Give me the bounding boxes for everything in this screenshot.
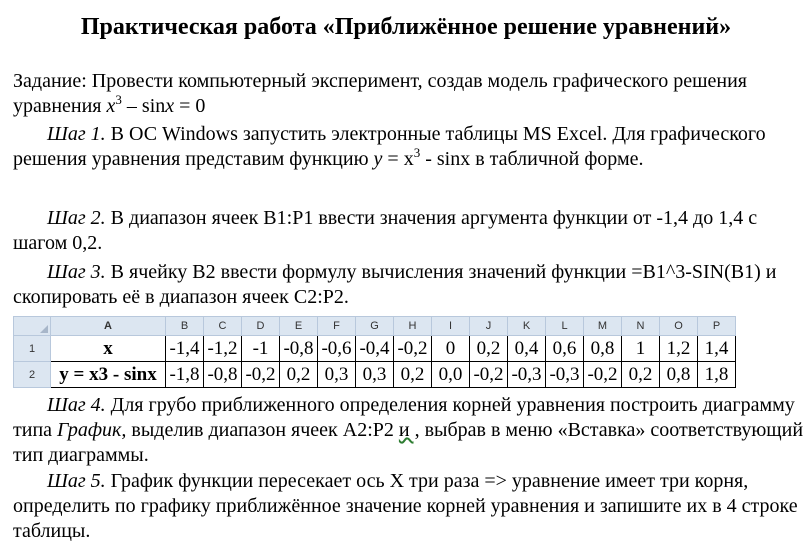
value-cell[interactable]: -0,3 <box>546 362 584 388</box>
select-all-corner[interactable] <box>14 317 51 336</box>
task-var-x2: x <box>165 95 175 117</box>
task-paragraph <box>13 69 808 119</box>
column-header-a[interactable]: A <box>51 317 166 336</box>
task-var-x: x <box>106 95 116 117</box>
column-header-e[interactable]: E <box>280 317 318 336</box>
value-cell[interactable]: -0,2 <box>394 336 432 362</box>
step2-paragraph <box>13 206 808 256</box>
step4-text-range: выделив диапазон ячеек А2:Р2 <box>126 419 399 441</box>
task-exponent: 3 <box>115 92 122 107</box>
step4-text-end: выбрав в меню «Вставка» соответствующий тип диаграммы. <box>13 419 804 466</box>
value-cell[interactable]: -1,8 <box>166 362 204 388</box>
value-cell[interactable]: -0,6 <box>318 336 356 362</box>
table-row <box>14 362 736 388</box>
task-text-eq: = 0 <box>174 95 206 117</box>
step3-label: Шаг 3. <box>47 261 106 283</box>
column-header-b[interactable]: B <box>166 317 204 336</box>
value-cell[interactable]: 1,4 <box>698 336 736 362</box>
value-cell[interactable]: 0,8 <box>584 336 622 362</box>
task-text-sin: – sin <box>121 95 166 117</box>
value-cell[interactable]: -0,2 <box>242 362 280 388</box>
column-header-k[interactable]: K <box>508 317 546 336</box>
step4-label: Шаг 4. <box>47 394 106 416</box>
value-cell[interactable]: 0,6 <box>546 336 584 362</box>
column-header-o[interactable]: O <box>660 317 698 336</box>
step1-text-end: - sinx в табличной форме. <box>420 148 644 170</box>
step2-text: В диапазон ячеек B1:P1 ввести значения аргумента функции от -1,4 до 1,4 с шагом 0,2. <box>13 207 758 254</box>
column-header-g[interactable]: G <box>356 317 394 336</box>
value-cell[interactable]: 1,2 <box>660 336 698 362</box>
value-cell[interactable]: 1 <box>622 336 660 362</box>
value-cell[interactable]: 0,0 <box>432 362 470 388</box>
value-cell[interactable]: 0,8 <box>660 362 698 388</box>
value-cell[interactable]: -1,2 <box>204 336 242 362</box>
column-header-m[interactable]: M <box>584 317 622 336</box>
task-label: Задание: <box>13 70 87 92</box>
column-header-i[interactable]: I <box>432 317 470 336</box>
step3-paragraph <box>13 260 808 310</box>
column-header-row <box>14 317 736 336</box>
row-label-cell[interactable]: y = x3 - sinx <box>51 362 166 388</box>
row-label-cell[interactable]: x <box>51 336 166 362</box>
column-header-l[interactable]: L <box>546 317 584 336</box>
value-cell[interactable]: -0,3 <box>508 362 546 388</box>
value-cell[interactable]: -0,2 <box>584 362 622 388</box>
page-title: Практическая работа «Приближённое решение уравнений» <box>80 14 732 40</box>
column-header-n[interactable]: N <box>622 317 660 336</box>
task-text: Провести компьютерный эксперимент, создав модель графического решения уравнения <box>13 70 748 117</box>
step1-exponent: 3 <box>413 145 421 160</box>
step4-paragraph <box>13 393 808 468</box>
step3-text: В ячейку B2 ввести формулу вычисления значений функции =B1^3-SIN(B1) и скопировать её в диапазон ячеек C2:P2. <box>13 261 777 308</box>
step2-label: Шаг 2. <box>47 207 106 229</box>
row-header-1[interactable]: 1 <box>14 336 51 362</box>
value-cell[interactable]: 0 <box>432 336 470 362</box>
row-header-2[interactable]: 2 <box>14 362 51 388</box>
value-cell[interactable]: -1 <box>242 336 280 362</box>
value-cell[interactable]: -0,4 <box>356 336 394 362</box>
column-header-f[interactable]: F <box>318 317 356 336</box>
step1-paragraph <box>13 122 808 172</box>
value-cell[interactable]: 0,3 <box>356 362 394 388</box>
step5-text: График функции пересекает ось X три раза => уравнение имеет три корня, определить по графику приближённое значение корней уравнения и запишите их в 4 строке таблицы. <box>13 470 798 542</box>
value-cell[interactable]: 0,2 <box>470 336 508 362</box>
step4-chart-type: График, <box>57 419 127 441</box>
spreadsheet-table <box>13 316 736 388</box>
value-cell[interactable]: -0,8 <box>280 336 318 362</box>
column-header-c[interactable]: C <box>204 317 242 336</box>
value-cell[interactable]: -0,8 <box>204 362 242 388</box>
step4-wavy-text: и , <box>398 419 420 441</box>
step5-label: Шаг 5. <box>47 470 106 492</box>
value-cell[interactable]: 0,2 <box>394 362 432 388</box>
value-cell[interactable]: 1,8 <box>698 362 736 388</box>
column-header-h[interactable]: H <box>394 317 432 336</box>
step5-paragraph <box>13 469 808 544</box>
table-row <box>14 336 736 362</box>
column-header-d[interactable]: D <box>242 317 280 336</box>
column-header-p[interactable]: P <box>698 317 736 336</box>
value-cell[interactable]: 0,3 <box>318 362 356 388</box>
step1-text: В ОС Windows запустить электронные таблицы MS Excel. Для графического решения уравнения представим функцию <box>13 123 766 170</box>
step1-text-eq: = x <box>382 148 414 170</box>
step4-text: Для грубо приближенного определения корней уравнения построить диаграмму типа <box>13 394 795 441</box>
value-cell[interactable]: 0,4 <box>508 336 546 362</box>
value-cell[interactable]: 0,2 <box>280 362 318 388</box>
step1-label: Шаг 1. <box>47 123 106 145</box>
value-cell[interactable]: 0,2 <box>622 362 660 388</box>
value-cell[interactable]: -1,4 <box>166 336 204 362</box>
column-header-j[interactable]: J <box>470 317 508 336</box>
value-cell[interactable]: -0,2 <box>470 362 508 388</box>
step1-var-y: y <box>373 148 383 170</box>
